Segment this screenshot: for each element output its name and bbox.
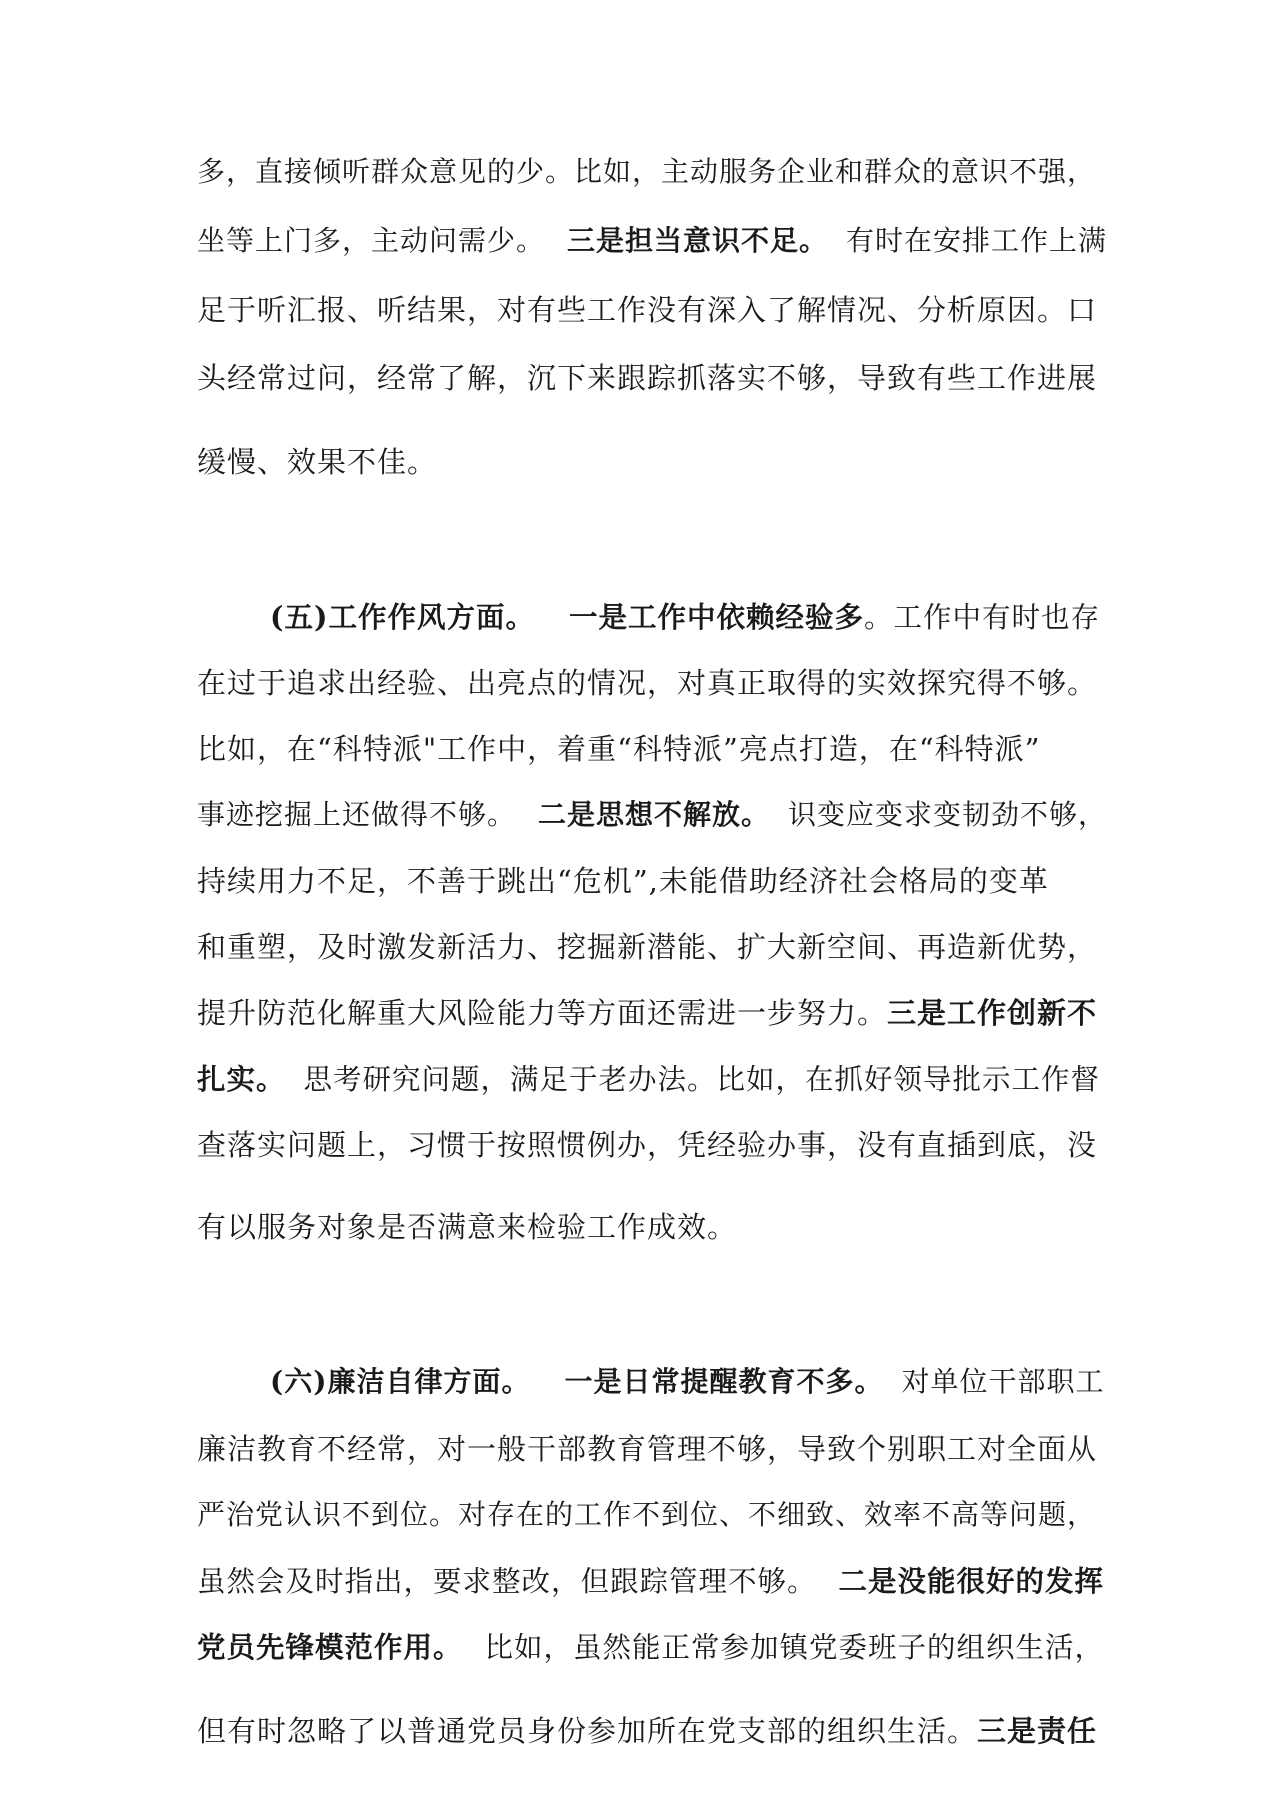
text-line (197, 1125, 1107, 1165)
bold-text-run: 二是思想不解放。 (538, 798, 771, 831)
text-run: 但有时忽略了以普通党员身份参加所在党支部的组织生活。 (197, 1714, 978, 1748)
text-line (197, 290, 1107, 330)
bold-text-run: 三是责任 (977, 1714, 1098, 1748)
text-line (197, 1561, 1107, 1601)
text-run: 对单位干部职工 (901, 1365, 1105, 1398)
text-run: 和重塑，及时激发新活力、挖掘新潜能、扩大新空间、再造新优势， (197, 930, 1098, 964)
text-line (197, 1429, 1107, 1469)
text-run: 事迹挖掘上还做得不够。 (197, 798, 517, 831)
text-line (197, 358, 1107, 398)
text-line (197, 221, 1107, 261)
bold-text-run: 党员先锋模范作用。 (197, 1630, 463, 1664)
text-run: 虽然会及时指出，要求整改，但跟踪管理不够。 (197, 1565, 817, 1598)
text-line (197, 663, 1107, 703)
text-line (197, 1495, 1107, 1535)
text-run: 有以服务对象是否满意来检验工作成效。 (197, 1210, 738, 1244)
text-run: 在过于追求出经验、出亮点的情况，对真正取得的实效探究得不够。 (197, 666, 1098, 700)
section-heading-line (270, 597, 1107, 637)
text-line (197, 152, 1107, 192)
bold-text-run: 三是工作创新不 (887, 996, 1098, 1030)
text-run: 。工作中有时也存 (864, 601, 1101, 634)
bold-text-run: 二是没能很好的发挥 (838, 1564, 1105, 1598)
text-run: 头经常过问，经常了解，沉下来跟踪抓落实不够，导致有些工作进展 (197, 361, 1098, 395)
section-heading: (五)工作作风方面。 (270, 600, 535, 634)
bold-text-run: 三是担当意识不足。 (567, 224, 829, 257)
text-line (197, 993, 1107, 1033)
text-run: 缓慢、效果不佳。 (197, 445, 438, 479)
bold-text-run: 一是日常提醒教育不多。 (564, 1365, 884, 1398)
text-run: 识变应变求变韧劲不够， (788, 798, 1108, 831)
text-run: 有时在安排工作上满 (846, 224, 1108, 257)
text-run: 多，直接倾听群众意见的少。比如，主动服务企业和群众的意识不强， (197, 155, 1097, 188)
text-line (197, 861, 1107, 901)
section-heading: (六)廉洁自律方面。 (270, 1365, 531, 1398)
text-line (197, 442, 1107, 482)
bold-text-run: 一是工作中依赖经验多 (568, 600, 864, 634)
text-run: 提升防范化解重大风险能力等方面还需进一步努力。 (197, 996, 888, 1030)
text-run: 持续用力不足，不善于跳出“危机”,未能借助经济社会格局的变革 (197, 864, 1049, 898)
text-line (197, 729, 1107, 769)
text-run: 廉洁教育不经常，对一般干部教育管理不够，导致个别职工对全面从 (197, 1432, 1098, 1466)
text-run: 坐等上门多，主动问需少。 (197, 224, 546, 257)
text-line (197, 1627, 1107, 1667)
text-line (197, 1207, 1107, 1247)
text-run: 比如，在“科特派"工作中，着重“科特派”亮点打造，在“科特派” (197, 732, 1041, 766)
text-line (197, 927, 1107, 967)
text-run: 足于听汇报、听结果，对有些工作没有深入了解情况、分析原因。口 (197, 293, 1098, 327)
text-run: 思考研究问题，满足于老办法。比如，在抓好领导批示工作督 (303, 1063, 1101, 1096)
text-run: 查落实问题上，习惯于按照惯例办，凭经验办事，没有直插到底，没 (197, 1128, 1098, 1162)
text-run: 比如，虽然能正常参加镇党委班子的组织生活， (484, 1631, 1105, 1664)
section-heading-line (270, 1362, 1107, 1402)
text-run: 严治党认识不到位。对存在的工作不到位、不细致、效率不高等问题， (197, 1498, 1097, 1531)
text-line (197, 795, 1107, 835)
text-line (197, 1711, 1107, 1751)
bold-text-run: 扎实。 (197, 1062, 286, 1096)
text-line (197, 1059, 1107, 1099)
